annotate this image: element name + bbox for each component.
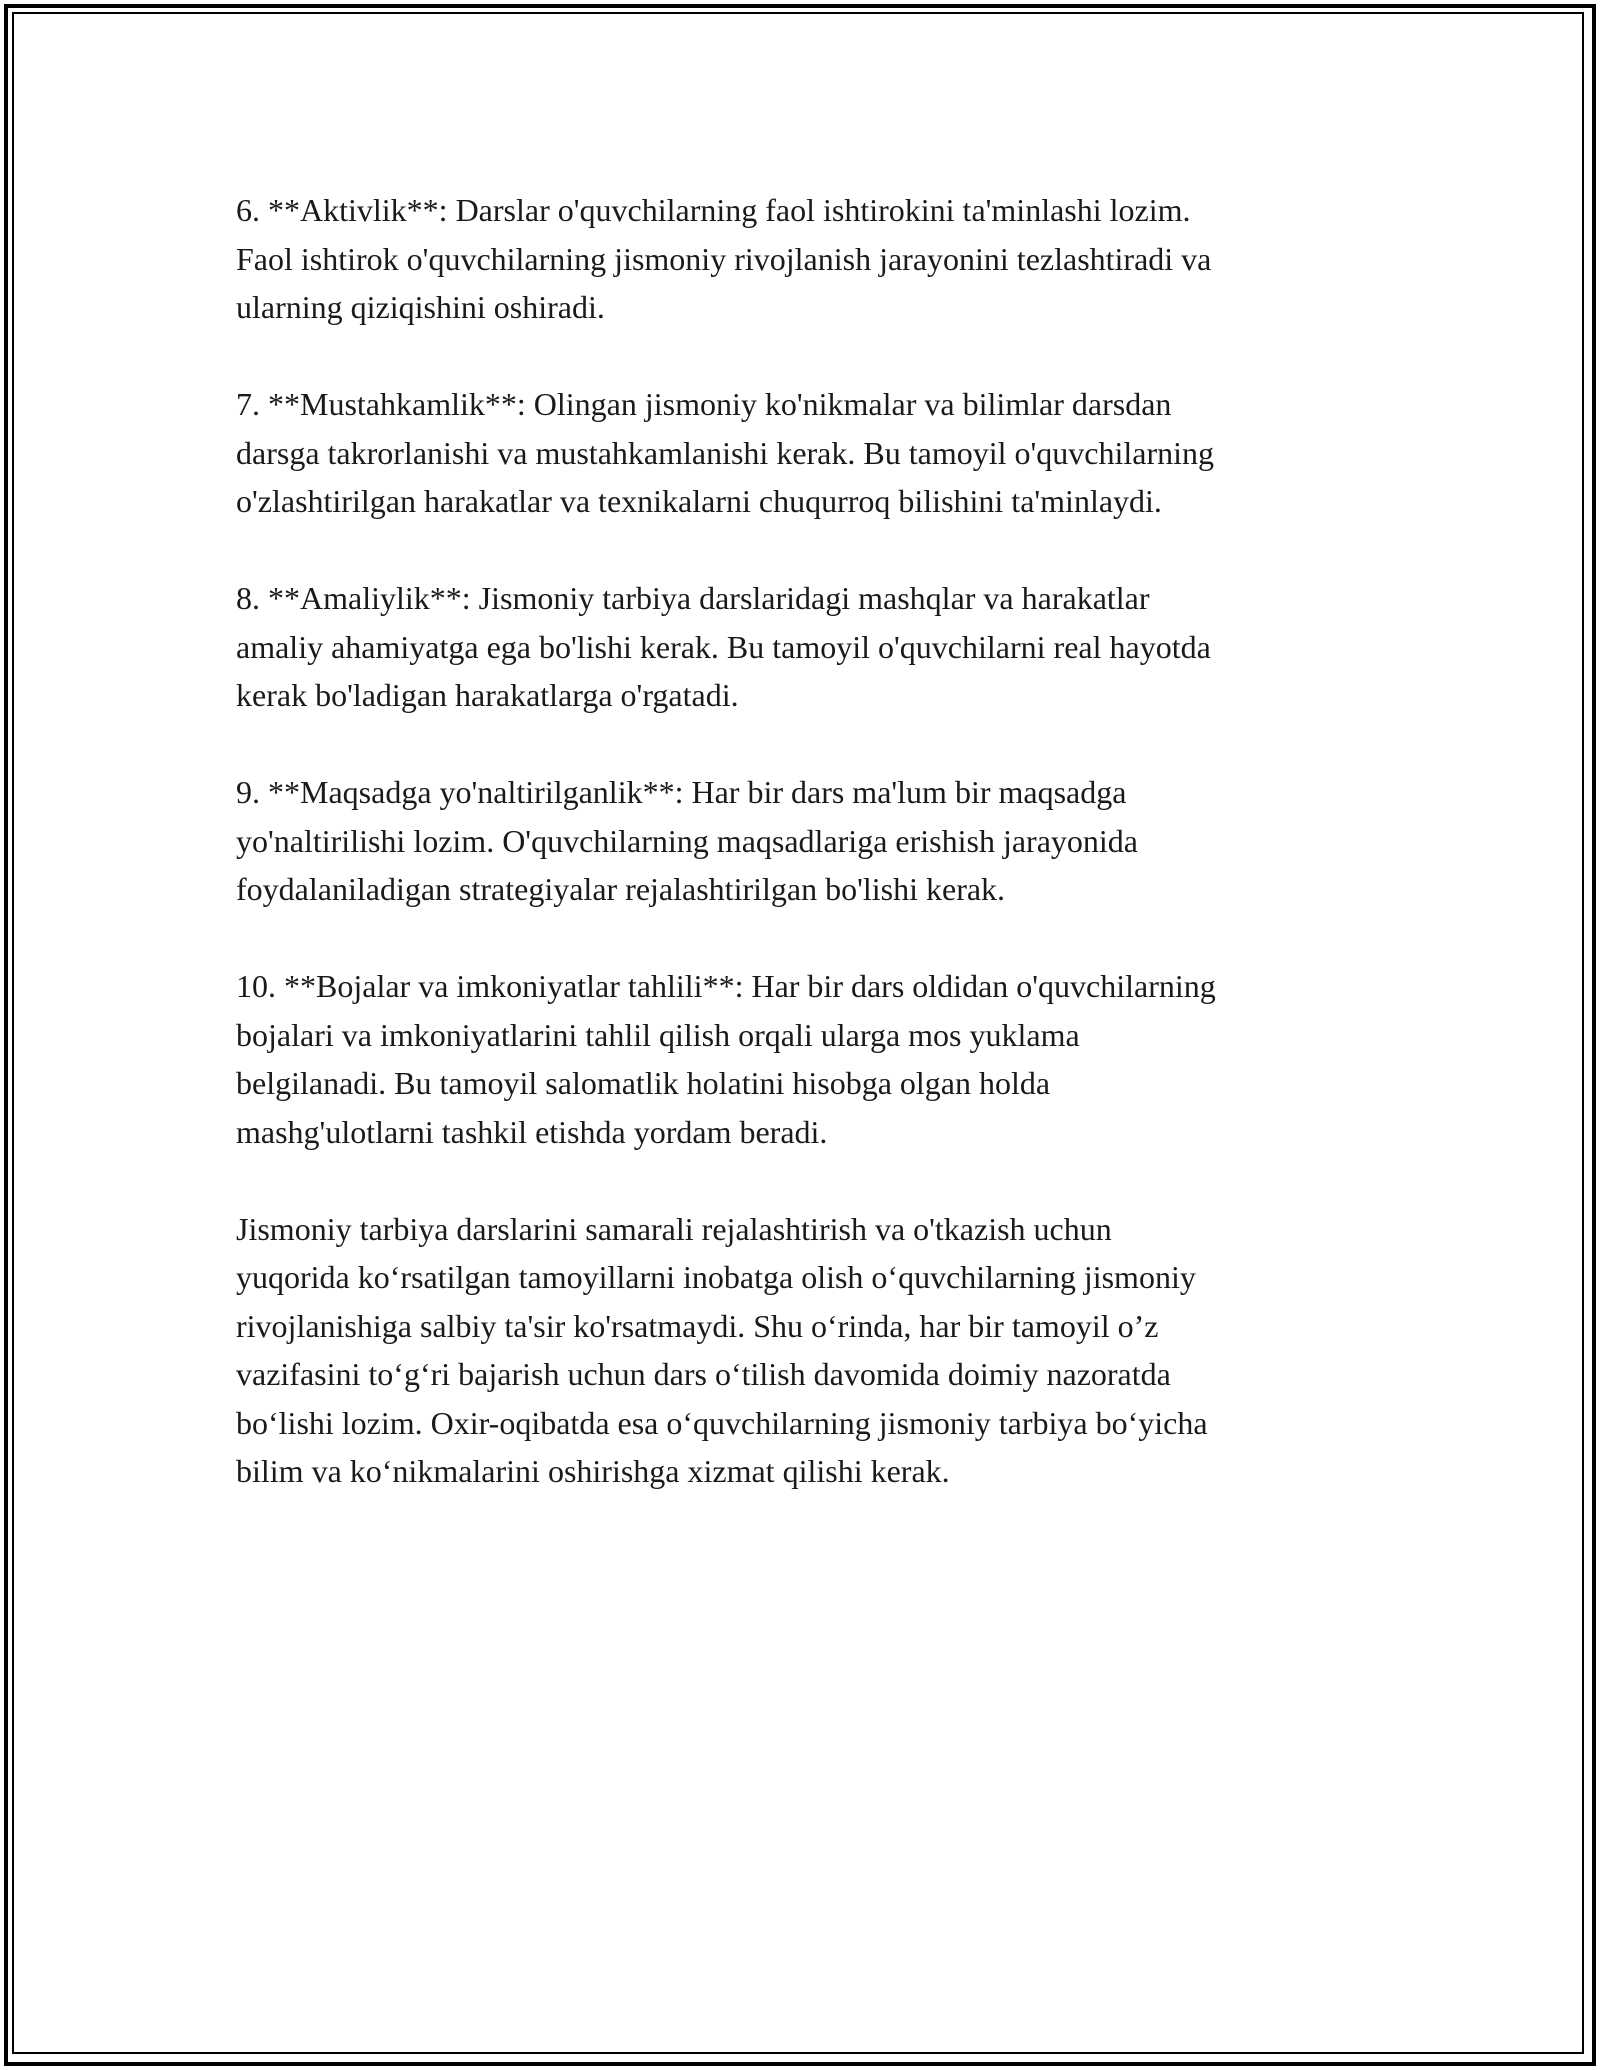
- document-body: [236, 186, 1366, 1544]
- paragraph-maqsadga-yonaltirilganlik: 9. **Maqsadga yo'naltirilganlik**: Har bir dars ma'lum bir maqsadga yo'naltirilishi lozim. O'quvchilarning maqsadlariga erishish jarayonida foydalaniladigan strategiyalar rejalashtirilgan bo'lishi kerak.: [236, 774, 1138, 907]
- paragraph-conclusion: Jismoniy tarbiya darslarini samarali rejalashtirish va o'tkazish uchun yuqorida ko‘rsatilgan tamoyillarni inobatga olish o‘quvchilarning jismoniy rivojlanishiga salbiy ta'sir ko'rsatmaydi. Shu o‘rinda, har bir tamoyil o’z vazifasini to‘g‘ri bajarish uchun dars o‘tilish davomida doimiy nazoratda bo‘lishi lozim. Oxir-oqibatda esa o‘quvchilarning jismoniy tarbiya bo‘yicha bilim va ko‘nikmalarini oshirishga xizmat qilishi kerak.: [236, 1210, 1208, 1489]
- paragraph-amaliylik: 8. **Amaliylik**: Jismoniy tarbiya darslaridagi mashqlar va harakatlar amaliy ahamiyatga ega bo'lishi kerak. Bu tamoyil o'quvchilarni real hayotda kerak bo'ladigan harakatlarga o'rgatadi.: [236, 580, 1211, 713]
- paragraph-bojalar-tahlili: 10. **Bojalar va imkoniyatlar tahlili**: Har bir dars oldidan o'quvchilarning bojalari va imkoniyatlarini tahlil qilish orqali ularga mos yuklama belgilanadi. Bu tamoyil salomatlik holatini hisobga olgan holda mashg'ulotlarni tashkil etishda yordam beradi.: [236, 968, 1216, 1150]
- paragraph-mustahkamlik: 7. **Mustahkamlik**: Olingan jismoniy ko'nikmalar va bilimlar darsdan darsga takrorlanishi va mustahkamlanishi kerak. Bu tamoyil o'quvchilarning o'zlashtirilgan harakatlar va texnikalarni chuqurroq bilishini ta'minlaydi.: [236, 386, 1214, 519]
- paragraph-aktivlik: 6. **Aktivlik**: Darslar o'quvchilarning faol ishtirokini ta'minlashi lozim. Faol ishtirok o'quvchilarning jismoniy rivojlanish jarayonini tezlashtiradi va ularning qiziqishini oshiradi.: [236, 192, 1212, 325]
